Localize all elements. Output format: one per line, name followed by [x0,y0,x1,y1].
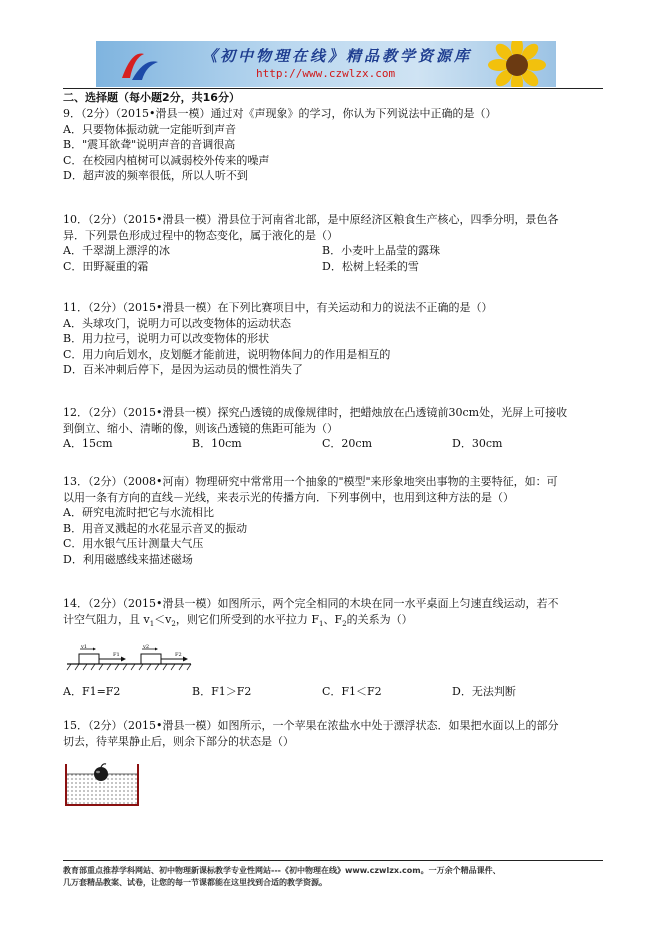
question-15 [63,718,593,749]
options-row [63,259,593,275]
footer-divider [63,860,603,861]
question-stem: 9．（2分）（2015•滑县一模）通过对《声现象》的学习，你认为下列说法中正确的是（） [63,107,497,120]
option-c[interactable]: C．20cm [322,437,373,450]
question-14-options [63,684,593,700]
option-c[interactable]: C．田野凝重的霜 [63,260,149,273]
option-b[interactable]: B．小麦叶上晶莹的露珠 [322,244,441,257]
option-c[interactable]: C．用水银气压计测量大气压 [63,537,204,550]
option-b[interactable]: B．"震耳欲聋"说明声音的音调很高 [63,138,236,151]
question-stem: 14．（2分）（2015•滑县一模）如图所示，两个完全相同的木块在同一水平桌面上匀速直线运动，若不 [63,597,559,610]
question-11 [63,300,593,378]
f2-label: F2 [175,652,182,658]
option-a[interactable]: A．千翠湖上漂浮的冰 [63,244,170,257]
question-9 [63,106,593,184]
option-a[interactable]: A．研究电流时把它与水流相比 [63,506,214,519]
question-stem-cont: 计空气阻力，且 $v_1<v_2$，则它们所受到的水平拉力 $F_1$、$F_2$的关系为（） [63,612,413,628]
option-d[interactable]: D．百米冲刺后停下，是因为运动员的惯性消失了 [63,363,303,376]
question-stem-cont: 异．下列景色形成过程中的物态变化，属于液化的是（） [63,228,338,242]
footer-line: 教育部重点推荐学科网站、初中物理新课标教学专业性网站---《初中物理在线》www.czwlzx.com。一万余个精品课件、 [63,866,501,875]
banner-title: 《初中物理在线》精品教学资源库 [202,47,473,65]
option-d[interactable]: D．无法判断 [452,685,516,698]
question-stem: 15．（2分）（2015•滑县一模）如图所示，一个苹果在浓盐水中处于漂浮状态．如果把水面以上的部分 [63,719,559,732]
option-d[interactable]: D．超声波的频率很低，所以人听不到 [63,169,248,182]
question-stem: 13．（2分）（2008•河南）物理研究中常常用一个抽象的"模型"来形象地突出事物的主要特征，如：可 [63,475,558,488]
header-banner [96,41,556,87]
question-stem-cont: 以用一条有方向的直线－光线，来表示光的传播方向．下列事例中，也用到这种方法的是（） [63,490,514,504]
footer [63,865,603,889]
question-stem: 10．（2分）（2015•滑县一模）滑县位于河南省北部，是中原经济区粮食生产核心，四季分明，景色各 [63,213,559,226]
footer-line: 几万套精品教案、试卷，让您的每一节课都能在这里找到合适的教学资源。 [63,878,327,887]
option-a[interactable]: A．头球攻门，说明力可以改变物体的运动状态 [63,316,291,330]
v1-label: v1 [81,644,88,650]
option-b[interactable]: B．用音叉溅起的水花显示音叉的振动 [63,521,248,535]
question-stem-cont: 到倒立、缩小、清晰的像，则该凸透镜的焦距可能为（） [63,421,338,435]
option-d[interactable]: D．利用磁感线来描述磁场 [63,552,193,566]
options-row [63,436,593,452]
option-d[interactable]: D．30cm [452,437,503,450]
option-d[interactable]: D．松树上轻柔的雪 [322,260,419,273]
question-14 [63,596,593,632]
option-b[interactable]: B．10cm [192,437,242,450]
option-c[interactable]: C．F1＜F2 [322,685,382,698]
option-b[interactable]: B．F1＞F2 [192,685,252,698]
option-a[interactable]: A．只要物体振动就一定能听到声音 [63,122,236,136]
sunflower-icon [482,41,552,87]
option-a[interactable]: A．15cm [63,437,113,450]
logo-icon [118,48,162,82]
v2-label: v2 [143,644,150,650]
options-row [63,684,593,700]
apple-in-brine-figure [63,762,143,808]
section-header: 二、选择题（每小题2分，共16分） [63,91,240,104]
question-10 [63,212,593,275]
banner-url[interactable]: http://www.czwlzx.com [256,67,396,80]
option-c[interactable]: C．用力向后划水，皮划艇才能前进，说明物体间力的作用是相互的 [63,347,391,361]
f1-label: F1 [113,652,120,658]
blocks-on-table-figure [63,644,193,674]
question-stem: 12．（2分）（2015•滑县一模）探究凸透镜的成像规律时，把蜡烛放在凸透镜前30cm处，光屏上可接收 [63,406,568,419]
option-a[interactable]: A．F1=F2 [63,685,121,698]
option-b[interactable]: B．用力拉弓，说明力可以改变物体的形状 [63,332,270,345]
question-stem-cont: 切去，待苹果静止后，则余下部分的状态是（） [63,734,294,748]
option-c[interactable]: C．在校园内植树可以减弱校外传来的噪声 [63,153,270,167]
options-row [63,243,593,259]
question-stem: 11．（2分）（2015•滑县一模）在下列比赛项目中，有关运动和力的说法不正确的是（） [63,301,493,314]
question-12 [63,405,593,452]
question-13 [63,474,593,567]
